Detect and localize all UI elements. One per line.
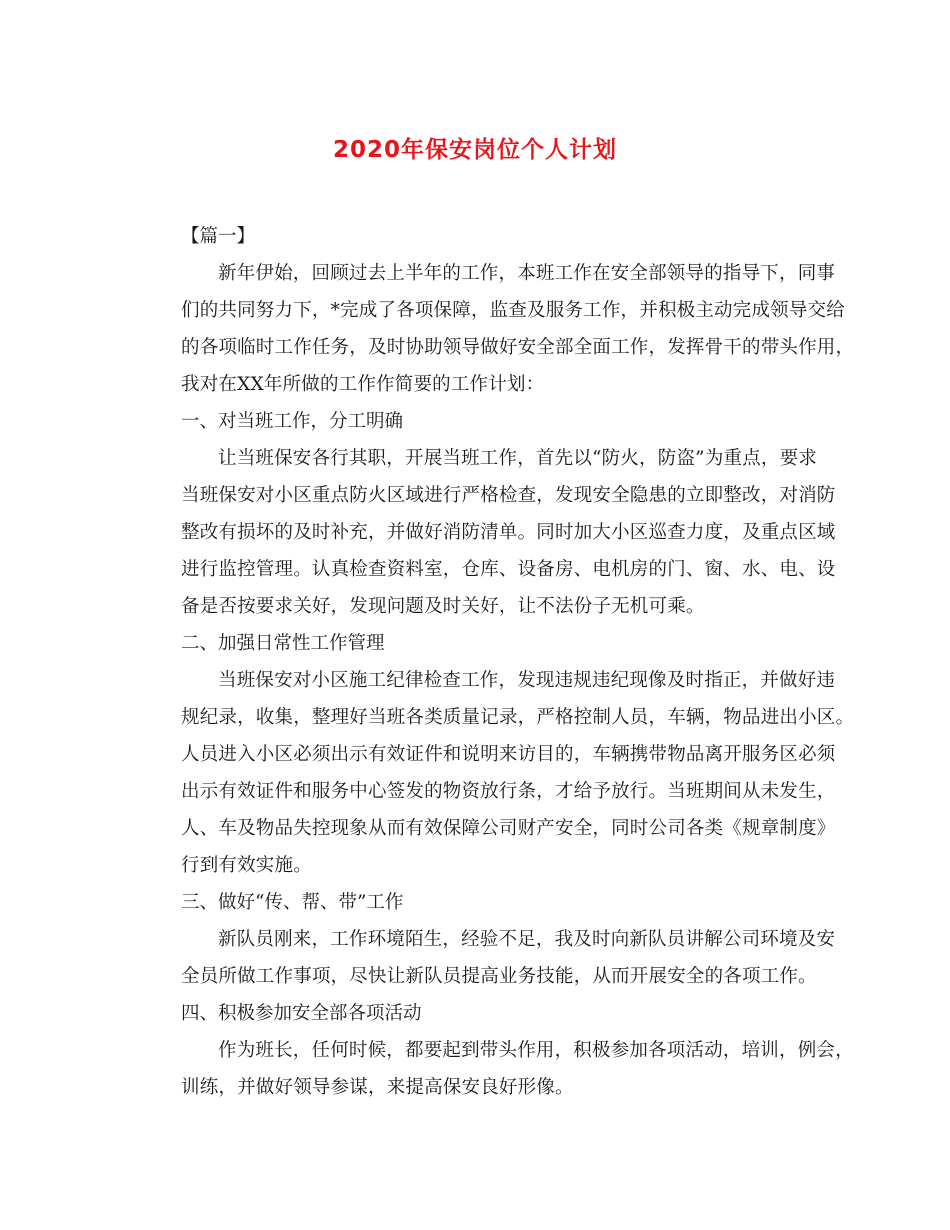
text-line: 全员所做工作事项，尽快让新队员提高业务技能，从而开展安全的各项工作。: [181, 966, 817, 987]
text-line: 的各项临时工作任务，及时协助领导做好安全部全面工作，发挥骨干的带头作用，: [181, 337, 855, 358]
text-line: 们的共同努力下，*完成了各项保障，监查及服务工作，并积极主动完成领导交给: [181, 300, 845, 321]
text-line: 出示有效证件和服务中心签发的物资放行条，才给予放行。当班期间从未发生，: [181, 781, 836, 802]
text-line: 行到有效实施。: [181, 855, 312, 876]
document-body: [144, 218, 855, 1106]
text-line: 人、车及物品失控现象从而有效保障公司财产安全，同时公司各类《规章制度》: [181, 818, 836, 839]
text-line: 进行监控管理。认真检查资料室，仓库、设备房、电机房的门、窗、水、电、设: [181, 559, 836, 580]
section-label: 【篇一】: [181, 226, 256, 247]
text-line: 新队员刚来，工作环境陌生，经验不足，我及时向新队员讲解公司环境及安: [218, 929, 836, 950]
text-line: 当班保安对小区施工纪律检查工作，发现违规违纪现像及时指正，并做好违: [218, 670, 836, 691]
paragraph-section-3: [144, 921, 836, 995]
text-line: 让当班保安各行其职，开展当班工作，首先以“防火，防盗”为重点，要求: [218, 448, 818, 469]
text-line: 当班保安对小区重点防火区域进行严格检查，发现安全隐患的立即整改，对消防: [181, 485, 836, 506]
paragraph-intro: [144, 255, 855, 403]
text-line: 规纪录，收集，整理好当班各类质量记录，严格控制人员，车辆，物品进出小区。: [181, 707, 855, 728]
text-line: 我对在XX年所做的工作作简要的工作计划：: [181, 374, 545, 395]
section-heading-2: 二、加强日常性工作管理: [181, 633, 385, 654]
paragraph-section-4: [144, 1032, 854, 1106]
section-heading-1: 一、对当班工作，分工明确: [181, 411, 404, 432]
text-line: 训练，并做好领导参谋，来提高保安良好形像。: [181, 1077, 574, 1098]
text-line: 作为班长，任何时候，都要起到带头作用，积极参加各项活动，培训，例会，: [218, 1040, 854, 1061]
text-line: 整改有损坏的及时补充，并做好消防清单。同时加大小区巡查力度，及重点区域: [181, 522, 836, 543]
paragraph-section-2: [144, 662, 855, 884]
paragraph-section-1: [144, 440, 836, 625]
text-line: 新年伊始，回顾过去上半年的工作，本班工作在安全部领导的指导下，同事: [218, 263, 836, 284]
section-heading-4: 四、积极参加安全部各项活动: [181, 1003, 422, 1024]
text-line: 人员进入小区必须出示有效证件和说明来访目的，车辆携带物品离开服务区必须: [181, 744, 836, 765]
text-line: 备是否按要求关好，发现问题及时关好，让不法份子无机可乘。: [181, 596, 705, 617]
document-title: 2020年保安岗位个人计划: [332, 137, 617, 163]
section-heading-3: 三、做好“传、帮、带”工作: [181, 892, 404, 913]
